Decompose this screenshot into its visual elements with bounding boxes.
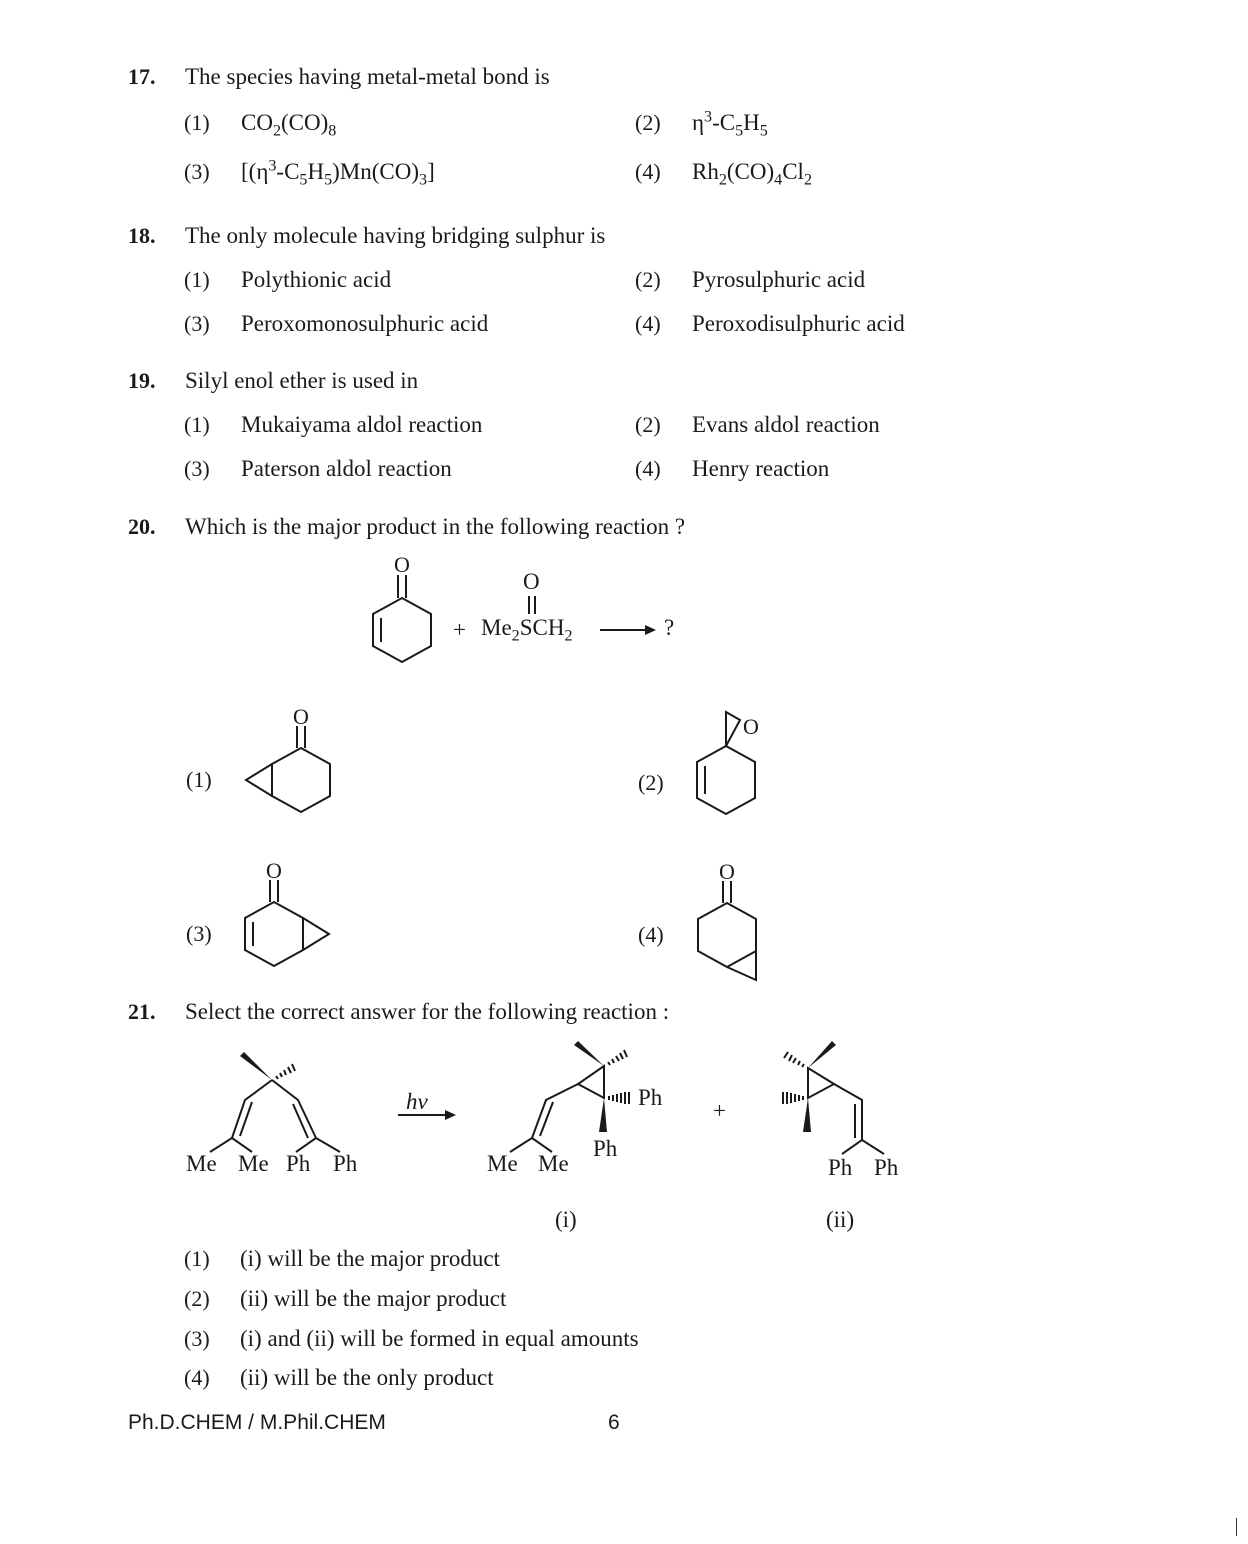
q20-option-4-number: (4) — [638, 922, 664, 947]
q21-option-2-text: (ii) will be the major product — [240, 1286, 507, 1311]
q18-option-2-number: (2) — [635, 267, 661, 292]
q20-option-2-number: (2) — [638, 770, 664, 795]
q17-option-2-text: $\eta^3-C_5H_5$ — [692, 108, 768, 140]
reactant-label-ph-2: Ph — [333, 1151, 358, 1176]
product-i-tag: (i) — [555, 1207, 577, 1232]
q21-product-ii-structure — [0, 0, 1, 1]
option-4-oxygen-label: O — [719, 859, 735, 884]
q21-plus-sign: + — [713, 1098, 726, 1123]
q20-option-1-number: (1) — [186, 767, 212, 792]
option-1-oxygen-label: O — [293, 704, 309, 729]
question-20-text: Which is the major product in the following reaction ? — [185, 514, 686, 539]
question-18-number: 18. — [128, 223, 156, 248]
q19-option-2-text: Evans aldol reaction — [692, 412, 880, 437]
q21-option-3-text: (i) and (ii) will be formed in equal amounts — [240, 1326, 639, 1351]
question-17-text: The species having metal-metal bond is — [185, 64, 550, 89]
q21-option-1-text: (i) will be the major product — [240, 1246, 500, 1271]
question-21-number: 21. — [128, 999, 156, 1024]
q20-plus-sign: + — [453, 617, 466, 642]
q21-condition-label: hν — [406, 1089, 428, 1114]
option-1-cyclopropane — [246, 764, 272, 796]
q19-option-4-number: (4) — [635, 456, 661, 481]
q21-option-4-number: (4) — [184, 1365, 210, 1390]
option-3-oxygen-label: O — [266, 858, 282, 883]
product-i-label-ph-1: Ph — [638, 1085, 663, 1110]
option-3-cyclopropane — [303, 918, 329, 950]
right-alkene-chain — [272, 1080, 316, 1152]
footer-course-code: Ph.D.CHEM / M.Phil.CHEM — [128, 1411, 386, 1434]
q20-option-3-number: (3) — [186, 921, 212, 946]
option-2-epoxide — [726, 712, 740, 746]
q19-option-4-text: Henry reaction — [692, 456, 830, 481]
scan-edge-mark — [1236, 1518, 1237, 1536]
question-19-text: Silyl enol ether is used in — [185, 368, 419, 393]
q18-option-4-text: Peroxodisulphuric acid — [692, 311, 905, 336]
product-i-cyclopropane — [578, 1066, 604, 1098]
product-ii-label-ph-2: Ph — [874, 1155, 899, 1180]
product-i-label-ph-2: Ph — [593, 1136, 618, 1161]
q19-option-1-number: (1) — [184, 412, 210, 437]
q19-option-1-text: Mukaiyama aldol reaction — [241, 412, 483, 437]
option-1-ring — [272, 748, 330, 812]
q18-option-3-number: (3) — [184, 311, 210, 336]
q19-option-2-number: (2) — [635, 412, 661, 437]
q18-option-1-text: Polythionic acid — [241, 267, 392, 292]
q17-option-1-number: (1) — [184, 110, 210, 135]
q18-option-1-number: (1) — [184, 267, 210, 292]
reactant-label-me-2: Me — [238, 1151, 269, 1176]
q20-reagent-formula: $Me_2SCH_2$ — [481, 615, 573, 645]
q21-option-1-number: (1) — [184, 1246, 210, 1271]
question-18-text: The only molecule having bridging sulphur is — [185, 223, 606, 248]
question-21-text: Select the correct answer for the following reaction : — [185, 999, 670, 1024]
hashed-bond — [276, 1064, 295, 1079]
product-ii-label-ph-1: Ph — [828, 1155, 853, 1180]
q17-option-2-number: (2) — [635, 110, 661, 135]
question-20-number: 20. — [128, 514, 156, 539]
q19-option-3-text: Paterson aldol reaction — [241, 456, 452, 481]
q18-option-3-text: Peroxomonosulphuric acid — [241, 311, 489, 336]
reactant-label-me-1: Me — [186, 1151, 217, 1176]
q19-option-3-number: (3) — [184, 456, 210, 481]
product-i-label-me-2: Me — [538, 1151, 569, 1176]
q21-option-4-text: (ii) will be the only product — [240, 1365, 494, 1390]
q20-product-question-mark: ? — [664, 615, 675, 640]
q17-option-1-text: $CO_2(CO)_8$ — [241, 110, 337, 140]
option-4-ring — [698, 903, 756, 967]
q18-option-2-text: Pyrosulphuric acid — [692, 267, 866, 292]
q20-reagent-oxygen: O — [523, 569, 540, 594]
q21-option-2-number: (2) — [184, 1286, 210, 1311]
question-19-number: 19. — [128, 368, 156, 393]
q17-option-3-number: (3) — [184, 159, 210, 184]
product-ii-cyclopropane — [808, 1068, 834, 1098]
product-i-label-me-1: Me — [487, 1151, 518, 1176]
carbonyl-oxygen-label: O — [394, 552, 410, 577]
question-17-number: 17. — [128, 64, 156, 89]
left-alkene-chain — [210, 1080, 272, 1152]
q17-option-3-text: $[(\eta^3-C_5H_5)Mn(CO)_3]$ — [241, 157, 435, 189]
footer-page-number: 6 — [608, 1411, 620, 1434]
q21-option-3-number: (3) — [184, 1326, 210, 1351]
product-ii-tag: (ii) — [826, 1207, 855, 1232]
q17-option-4-text: $Rh_2(CO)_4Cl_2$ — [692, 159, 812, 189]
option-2-oxygen-label: O — [743, 714, 759, 739]
q18-option-4-number: (4) — [635, 311, 661, 336]
reactant-label-ph-1: Ph — [286, 1151, 311, 1176]
q17-option-4-number: (4) — [635, 159, 661, 184]
wedge-bond — [240, 1052, 272, 1080]
